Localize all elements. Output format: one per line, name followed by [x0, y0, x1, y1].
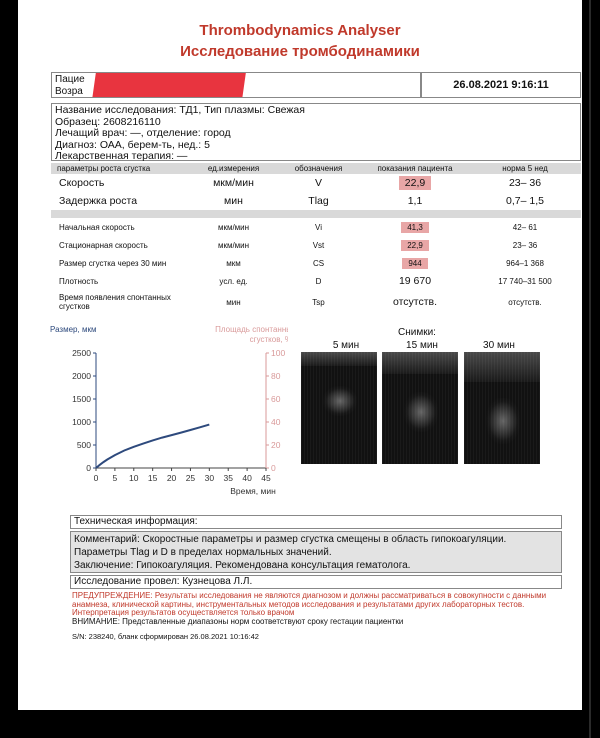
chart-svg [48, 318, 288, 508]
param-symbol: Vst [312, 240, 325, 250]
snapshot-label-15: 15 мин [406, 340, 438, 351]
y2-axis-title: Площадь спонтанных [215, 325, 288, 334]
comment-line-1: Комментарий: Скоростные параметры и размер сгустка смещены в область гипокоагуляции. [74, 534, 507, 545]
param-name: Время появления спонтанных сгустков [59, 293, 171, 311]
y-tick-label: 2000 [72, 371, 91, 381]
param-norm: 23– 36 [512, 240, 538, 250]
x-tick-label: 20 [166, 473, 177, 483]
attention-note: ВНИМАНИЕ: Представленные диапазоны норм соответствуют сроку гестации пациентки [72, 617, 404, 626]
warning-text: ПРЕДУПРЕЖДЕНИЕ: Результаты исследования не являются диагнозом и должны рассматриваться в совокупности с данными анамнеза, клинической картины, инструментальных методов исследования и результатами других лабораторных тестов. Интерпретация результатов осуществляется только врачом [72, 591, 547, 617]
x-tick-label: 0 [93, 473, 99, 483]
snapshot-label-5: 5 мин [332, 340, 360, 351]
param-value-highlight: 41,3 [401, 222, 429, 233]
table-separator [51, 210, 581, 218]
redaction-mark [92, 73, 246, 98]
col-header-symbol: обозначения [276, 163, 361, 174]
param-unit: мин [224, 195, 243, 207]
y2-tick-label: 20 [271, 440, 281, 450]
param-unit: усл. ед. [219, 276, 248, 286]
param-symbol: D [315, 276, 322, 286]
param-unit: мкм [226, 258, 241, 268]
param-symbol: Tlag [308, 195, 329, 207]
param-symbol: CS [312, 258, 325, 268]
y2-tick-label: 100 [271, 348, 286, 358]
param-value: отсутств. [392, 296, 438, 308]
comment-line-2: Параметры Tlag и D в пределах нормальных значений. [74, 547, 332, 558]
serial-number: S/N: 238240, бланк сформирован 26.08.2021 10:16:42 [72, 632, 259, 641]
param-symbol: Tsp [312, 297, 325, 307]
param-name: Задержка роста [59, 195, 138, 207]
y2-tick-label: 0 [271, 463, 276, 473]
param-unit: мин [226, 297, 241, 307]
param-name: Плотность [59, 276, 99, 286]
table-row [51, 272, 581, 290]
snapshot-image-5min [301, 352, 377, 464]
y2-tick-label: 40 [271, 417, 281, 427]
doctor-dept: Лечащий врач: —, отделение: город [55, 127, 231, 139]
param-value-highlight: 22,9 [399, 176, 431, 190]
col-header-param: параметры роста сгустка [51, 163, 191, 174]
diagnosis: Диагноз: ОАА, берем-ть, нед.: 5 [55, 138, 210, 151]
param-value: 19 670 [398, 275, 432, 287]
param-name: Начальная скорость [59, 222, 135, 232]
col-header-value: показания пациента [361, 163, 469, 174]
table-row [51, 218, 581, 236]
param-norm: 964–1 368 [506, 258, 544, 268]
comment-box [70, 531, 562, 573]
table-row [51, 236, 581, 254]
y-tick-label: 500 [76, 440, 91, 450]
x-tick-label: 5 [112, 473, 118, 483]
table-row [51, 192, 581, 210]
y2-tick-label: 60 [271, 394, 281, 404]
param-norm: 23– 36 [508, 177, 542, 189]
x-tick-label: 10 [129, 473, 139, 483]
patient-box [51, 72, 421, 98]
param-symbol: Vi [315, 222, 322, 232]
x-axis-title: Время, мин [230, 486, 276, 496]
y-tick-label: 0 [86, 463, 91, 473]
param-unit: мкм/мин [217, 240, 250, 250]
param-norm: 42– 61 [512, 222, 538, 232]
study-name: Название исследования: ТД1, Тип плазмы: Свежая [55, 104, 305, 116]
drug-therapy: Лекарственная терапия: — [55, 150, 188, 162]
report-datetime: 26.08.2021 9:16:11 [421, 72, 581, 98]
x-tick-label: 15 [147, 473, 158, 483]
snapshot-label-30: 30 мин [483, 340, 515, 351]
parameters-table [51, 163, 581, 314]
x-tick-label: 30 [204, 473, 215, 483]
y-tick-label: 2500 [72, 348, 91, 358]
table-row [51, 290, 581, 314]
clot-growth-chart [48, 318, 288, 508]
snapshots-title: Снимки: [398, 327, 436, 338]
y-tick-label: 1000 [72, 417, 91, 427]
param-value: 1,1 [407, 195, 423, 207]
patient-label: Пацие [55, 74, 85, 85]
sample-id: Образец: 2608216110 [55, 115, 161, 128]
conducted-by: Исследование провел: Кузнецова Л.Л. [70, 575, 562, 589]
table-header-row [51, 163, 581, 174]
tech-info-title: Техническая информация: [70, 515, 562, 529]
param-name: Скорость [59, 177, 105, 189]
table-row [51, 174, 581, 192]
report-title-en: Thrombodynamics Analyser [199, 22, 401, 39]
study-info-box [51, 103, 581, 161]
x-tick-label: 35 [223, 473, 233, 483]
param-symbol: V [314, 177, 322, 189]
param-unit: мкм/мин [213, 177, 254, 189]
param-value-highlight: 22,9 [401, 240, 429, 251]
report-title-ru: Исследование тромбодинамики [180, 43, 420, 60]
y2-tick-label: 80 [271, 371, 281, 381]
param-unit: мкм/мин [217, 222, 250, 232]
x-tick-label: 45 [261, 473, 271, 483]
conclusion: Заключение: Гипокоагуляция. Рекомендована консультация гематолога. [74, 560, 411, 571]
param-norm: отсутств. [508, 297, 542, 307]
report-page [18, 0, 582, 710]
screen-edge-bar [589, 0, 591, 738]
param-name: Стационарная скорость [59, 240, 148, 250]
x-tick-label: 40 [242, 473, 252, 483]
param-norm: 17 740–31 500 [498, 276, 552, 286]
col-header-unit: ед.измерения [191, 163, 276, 174]
y-axis-title: Размер, мкм [50, 325, 97, 334]
table-row [51, 254, 581, 272]
y2-axis-title-cont: сгустков, % [249, 335, 288, 344]
snapshot-image-30min [464, 352, 540, 464]
x-tick-label: 25 [185, 473, 196, 483]
param-name: Размер сгустка через 30 мин [59, 258, 167, 268]
col-header-norm: норма 5 нед [469, 163, 581, 174]
param-norm: 0,7– 1,5 [506, 195, 544, 207]
series-line-0 [96, 425, 209, 468]
y-tick-label: 1500 [72, 394, 91, 404]
param-value-highlight: 944 [402, 258, 427, 269]
snapshot-image-15min [382, 352, 458, 464]
age-label: Возра [55, 86, 83, 97]
